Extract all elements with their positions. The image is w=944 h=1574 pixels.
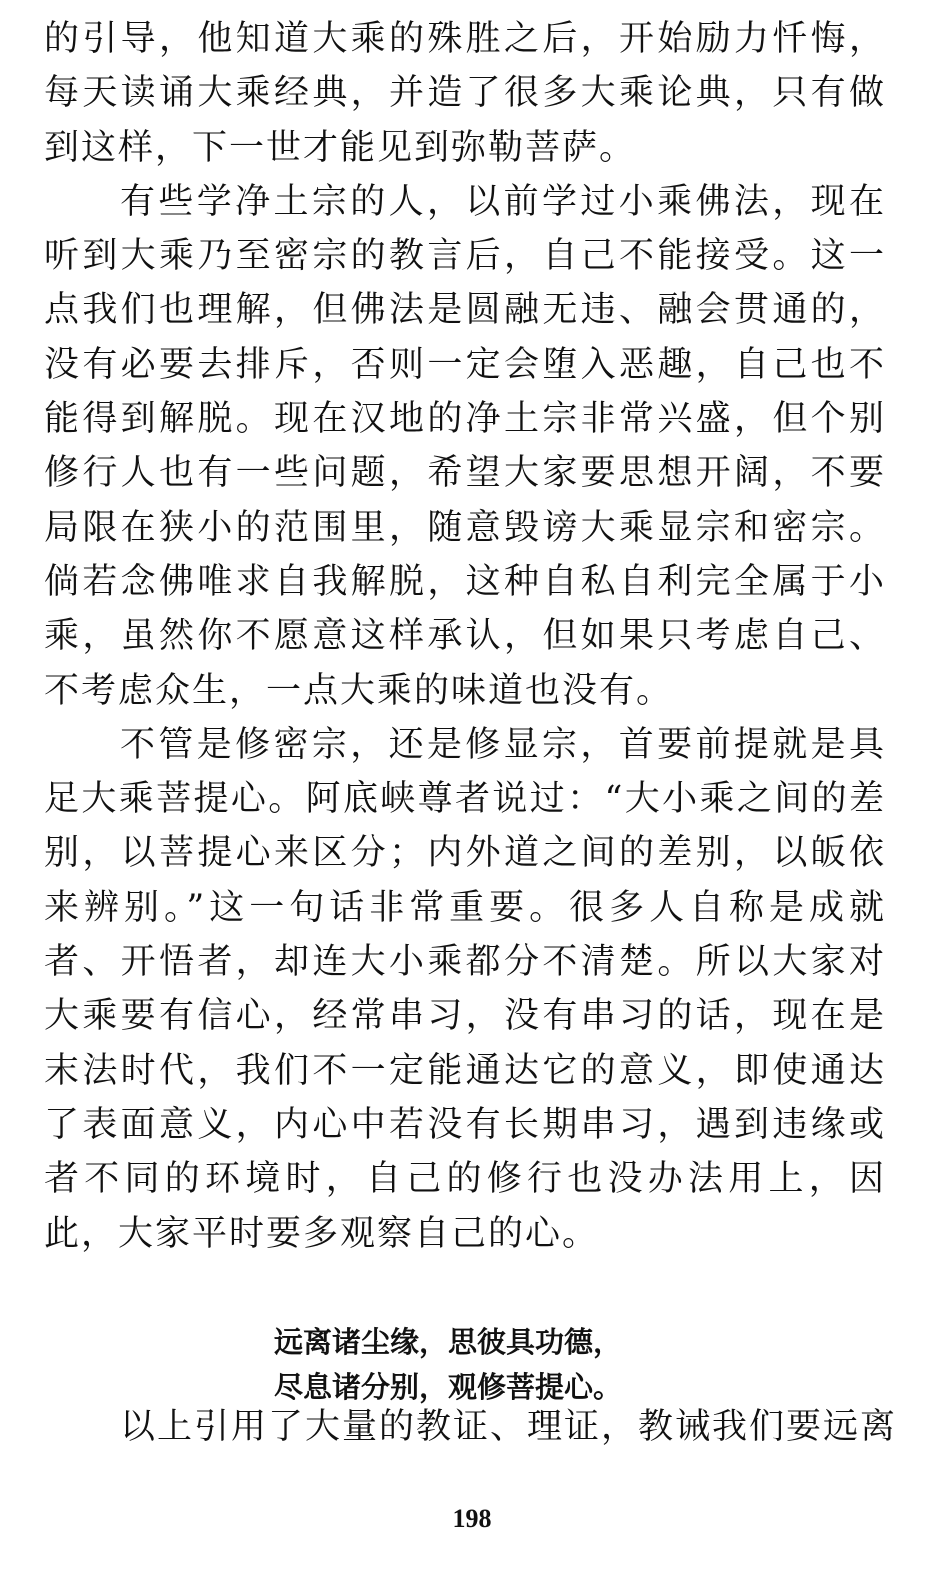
verse-line-1: 远离诸尘缘，思彼具功德， xyxy=(274,1325,623,1359)
paragraph-2: 有些学净土宗的人，以前学过小乘佛法，现在听到大乘乃至密宗的教言后，自己不能接受。这一点我们也理解，但佛法是圆融无违、融会贯通的，没有必要去排斥，否则一定会堕入恶趣，自己也不能得到解脱。现在汉地的净土宗非常兴盛，但个别修行人也有一些问题，希望大家要思想开阔，不要局限在狭小的范围里，随意毁谤大乘显宗和密宗。倘若念佛唯求自我解脱，这种自私自利完全属于小乘，虽然你不愿意这样承认，但如果只考虑自己、不考虑众生，一点大乘的味道也没有。 xyxy=(44,181,886,711)
verse-quote xyxy=(274,1320,622,1410)
book-page xyxy=(44,0,898,1574)
body-text xyxy=(44,12,886,1261)
verse-line-2: 尽息诸分别，观修菩提心。 xyxy=(274,1370,623,1404)
paragraph-1: 的引导，他知道大乘的殊胜之后，开始励力忏悔，每天读诵大乘经典，并造了很多大乘论典，只有做到这样，下一世才能见到弥勒菩萨。 xyxy=(44,19,886,168)
tail-paragraph: 以上引用了大量的教证、理证，教诫我们要远离 xyxy=(120,1407,898,1447)
paragraph-3: 不管是修密宗，还是修显宗，首要前提就是具足大乘菩提心。阿底峡尊者说过：“大小乘之间的差别，以菩提心来区分；内外道之间的差别，以皈依来辨别。”这一句话非常重要。很多人自称是成就者、开悟者，却连大小乘都分不清楚。所以大家对大乘要有信心，经常串习，没有串习的话，现在是末法时代，我们不一定能通达它的意义，即使通达了表面意义，内心中若没有长期串习，遇到违缘或者不同的环境时，自己的修行也没办法用上，因此，大家平时要多观察自己的心。 xyxy=(44,724,886,1254)
page-number: 198 xyxy=(452,1504,492,1533)
